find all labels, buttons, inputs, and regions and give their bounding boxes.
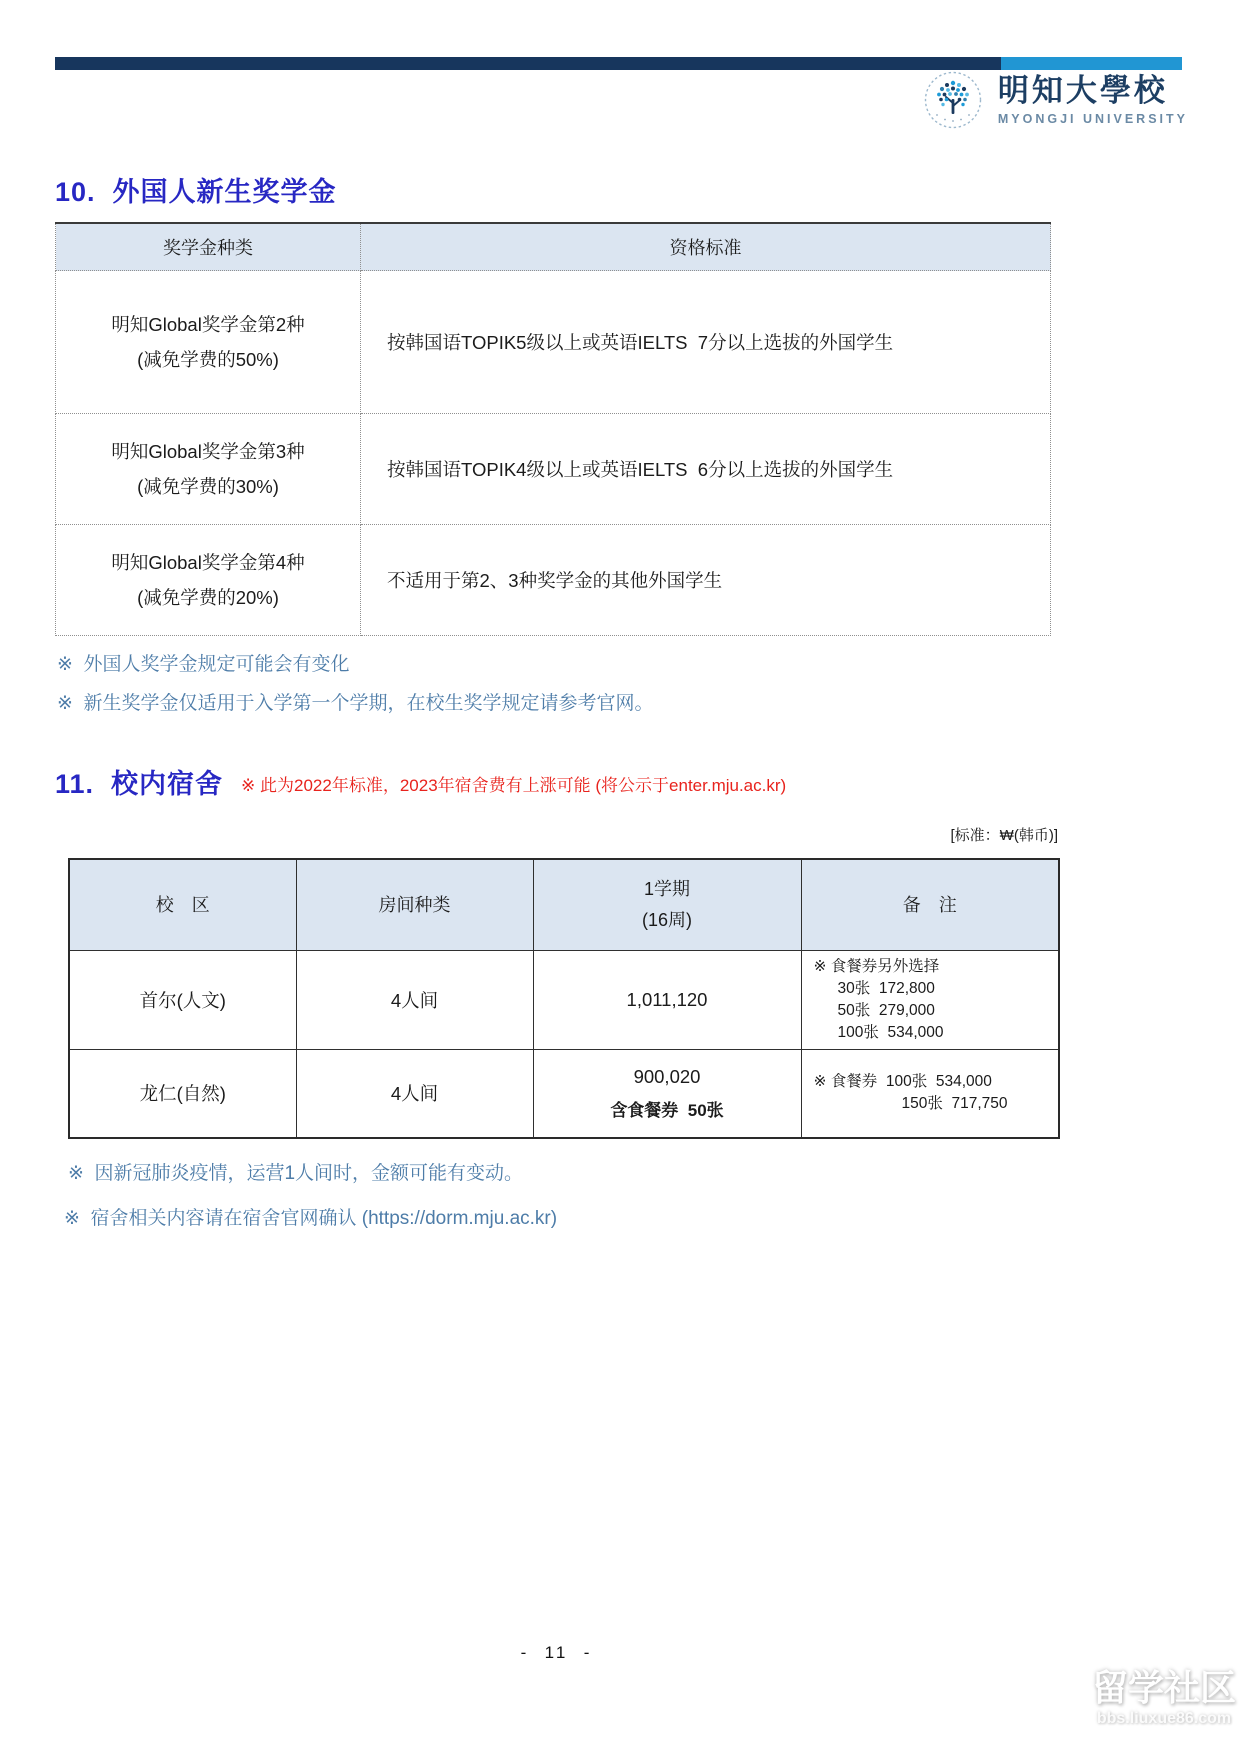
dormitory-table xyxy=(68,858,1060,1139)
remark-header: 备 注 xyxy=(801,859,1059,951)
table-row xyxy=(56,271,1051,414)
page-number: - 11 - xyxy=(520,1643,593,1662)
campus-cell: 龙仁(自然) xyxy=(69,1050,296,1138)
scholarship-table-header-row xyxy=(56,223,1051,271)
remark-line: ※ 食餐券另外选择 xyxy=(813,958,940,975)
currency-standard-note: [标准：₩(韩币)] xyxy=(950,827,1058,844)
university-name-cn: 明知大學校 xyxy=(997,73,1168,109)
university-name-en: MYONGJI UNIVERSITY xyxy=(997,111,1188,126)
scholarship-name: 明知Global奖学金第2种 xyxy=(111,313,305,335)
university-emblem-tree-icon xyxy=(923,70,983,130)
semester-header-line2: (16周) xyxy=(641,910,692,930)
eligibility-cell: 按韩国语TOPIK5级以上或英语IELTS 7分以上选拔的外国学生 xyxy=(361,271,1051,414)
section-11-note-covid: ※ 因新冠肺炎疫情，运营1人间时，金额可能有变动。 xyxy=(68,1163,524,1184)
remark-line: 30张 172,800 xyxy=(837,980,935,997)
price-cell: 1,011,120 xyxy=(533,951,801,1050)
scholarship-name: 明知Global奖学金第3种 xyxy=(111,440,305,462)
watermark-site-name: 留学社区 xyxy=(1091,1667,1236,1708)
scholarship-type-cell xyxy=(56,414,361,525)
university-logo xyxy=(923,70,1188,130)
dormitory-table-header-row xyxy=(69,859,1059,951)
header-bar-navy-segment xyxy=(55,57,1001,70)
note-line: ※ 外国人奖学金规定可能会有变化 xyxy=(57,654,350,675)
header-bar-lightblue-segment xyxy=(1001,57,1182,70)
scholarship-discount: (减免学费的20%) xyxy=(137,587,279,608)
remark-line: ※ 食餐券 100张 534,000 xyxy=(813,1073,992,1091)
eligibility-cell: 不适用于第2、3种奖学金的其他外国学生 xyxy=(361,525,1051,636)
scholarship-table xyxy=(55,222,1051,636)
scholarship-discount: (减免学费的50%) xyxy=(137,349,279,370)
remark-line: 50张 279,000 xyxy=(837,1002,935,1019)
section-11-price-warning: ※ 此为2022年标准，2023年宿舍费有上涨可能 (将公示于enter.mju.ac.kr) xyxy=(241,776,787,795)
price-cell xyxy=(533,1050,801,1138)
table-row xyxy=(56,414,1051,525)
section-11-title-row xyxy=(55,762,786,801)
scholarship-type-cell xyxy=(56,271,361,414)
remark-cell xyxy=(801,1050,1059,1138)
section-11-note-dorm-site: ※ 宿舍相关内容请在宿舍官网确认 (https://dorm.mju.ac.kr) xyxy=(64,1208,558,1229)
scholarship-name: 明知Global奖学金第4种 xyxy=(111,551,305,573)
room-type-header: 房间种类 xyxy=(296,859,533,951)
table-row xyxy=(56,525,1051,636)
remark-cell xyxy=(801,951,1059,1050)
note-line: ※ 新生奖学金仅适用于入学第一个学期，在校生奖学规定请参考官网。 xyxy=(57,693,654,714)
eligibility-header: 资格标准 xyxy=(361,223,1051,271)
remark-line: 150张 717,750 xyxy=(901,1095,1008,1113)
price-includes-meal-tickets: 含食餐券 50张 xyxy=(610,1100,724,1120)
room-type-cell: 4人间 xyxy=(296,1050,533,1138)
scholarship-type-header: 奖学金种类 xyxy=(56,223,361,271)
section-10-notes xyxy=(57,645,653,723)
scholarship-type-cell xyxy=(56,525,361,636)
campus-cell: 首尔(人文) xyxy=(69,951,296,1050)
room-type-cell: 4人间 xyxy=(296,951,533,1050)
remark-line: 100张 534,000 xyxy=(837,1024,944,1041)
scholarship-discount: (减免学费的30%) xyxy=(137,476,279,497)
section-10-title: 10. 外国人新生奖学金 xyxy=(55,177,337,207)
university-name xyxy=(998,74,1188,125)
campus-header: 校 区 xyxy=(69,859,296,951)
price-amount: 900,020 xyxy=(633,1065,701,1087)
semester-header xyxy=(533,859,801,951)
watermark xyxy=(1092,1668,1236,1727)
semester-header-line1: 1学期 xyxy=(643,879,690,900)
table-row xyxy=(69,951,1059,1050)
eligibility-cell: 按韩国语TOPIK4级以上或英语IELTS 6分以上选拔的外国学生 xyxy=(361,414,1051,525)
table-row xyxy=(69,1050,1059,1138)
watermark-site-url: bbs.liuxue86.com xyxy=(1096,1709,1232,1727)
header-bar xyxy=(55,57,1182,70)
section-11-title: 11. 校内宿舍 xyxy=(55,769,224,799)
